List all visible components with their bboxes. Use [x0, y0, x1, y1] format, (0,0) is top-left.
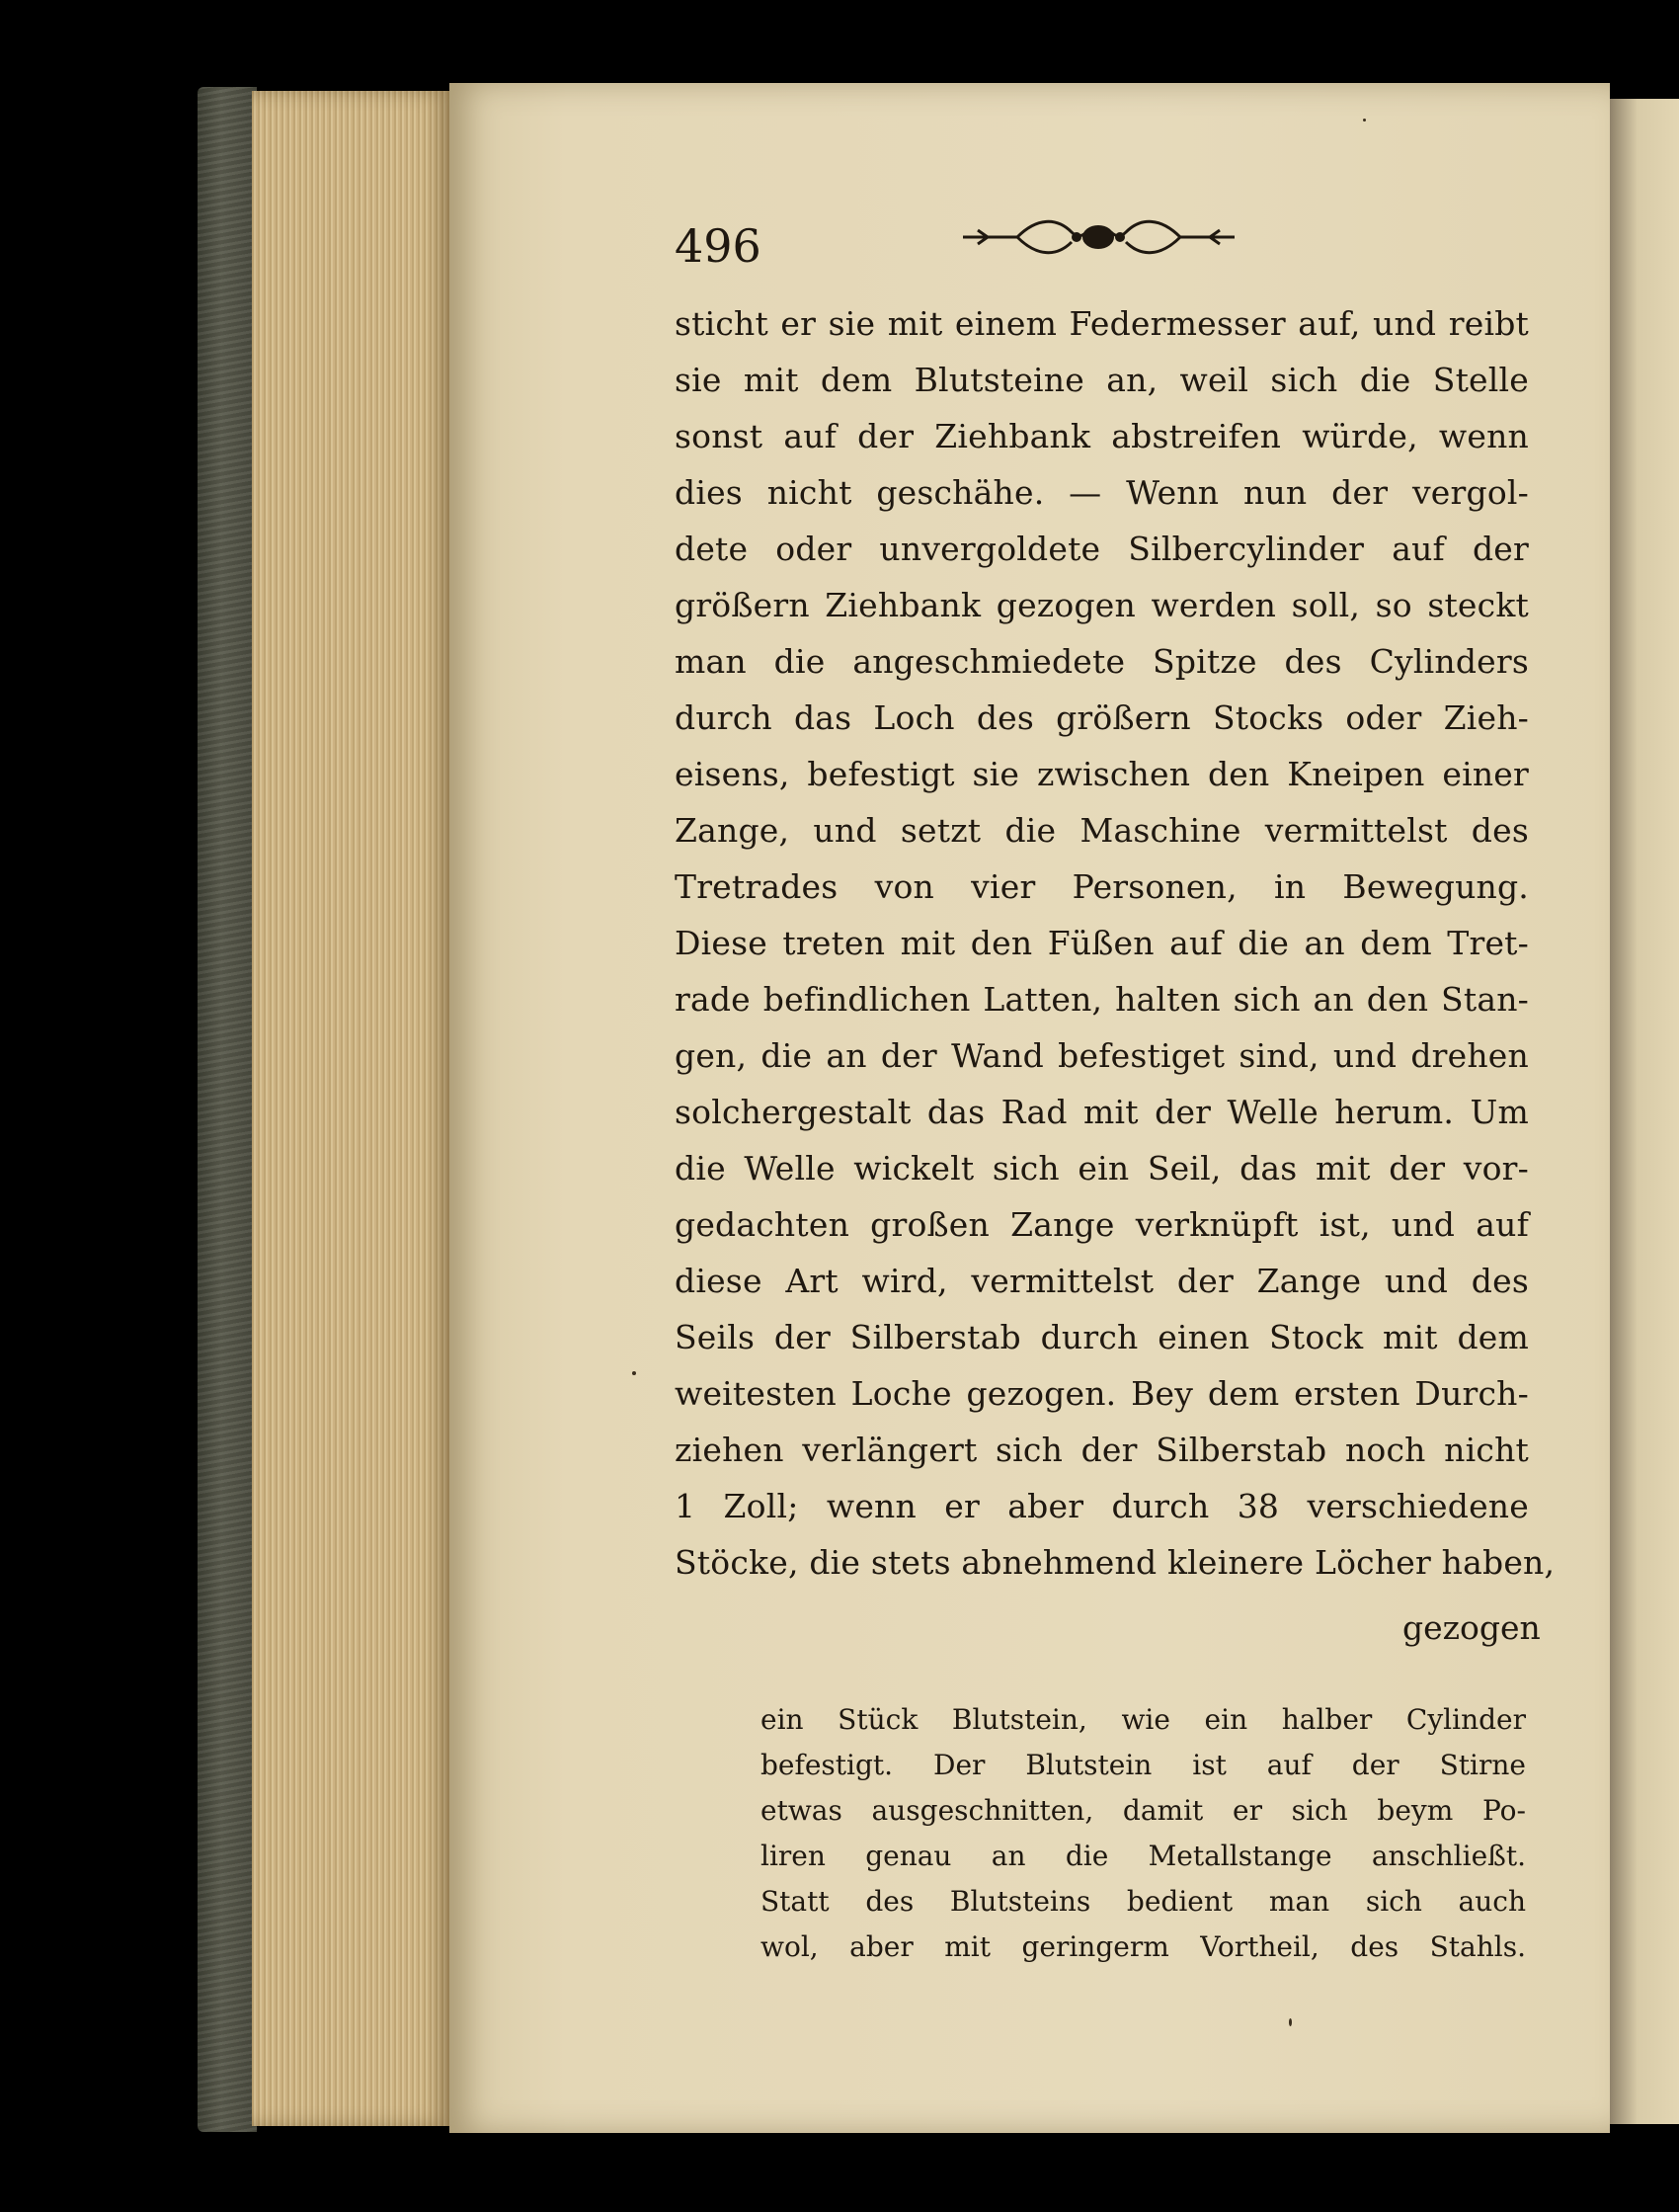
footnote-line: liren genau an die Metallstange anschließt.: [760, 1840, 1526, 1872]
text-line: weitesten Loche gezogen. Bey dem ersten Durch-: [675, 1374, 1529, 1413]
footnote-line: etwas ausgeschnitten, damit er sich beym Po-: [760, 1794, 1526, 1827]
page-number: 496: [675, 219, 761, 273]
text-line: rade befindlichen Latten, halten sich an den Stan-: [675, 980, 1529, 1019]
facing-page-edge: [1610, 99, 1679, 2124]
text-line: eisens, befestigt sie zwischen den Kneipen einer: [675, 755, 1529, 793]
text-line: solchergestalt das Rad mit der Welle herum. Um: [675, 1093, 1529, 1131]
text-line: man die angeschmiedete Spitze des Cylinders: [675, 642, 1529, 681]
text-line: durch das Loch des größern Stocks oder Zieh-: [675, 698, 1529, 737]
text-line: dete oder unvergoldete Silbercylinder auf der: [675, 530, 1529, 568]
text-line: ziehen verlängert sich der Silberstab noch nicht: [675, 1431, 1529, 1469]
text-line: 1 Zoll; wenn er aber durch 38 verschiedene: [675, 1487, 1529, 1525]
text-line: Tretrades von vier Personen, in Bewegung.: [675, 867, 1529, 906]
paper-speck: [1363, 119, 1366, 122]
footnote-line: wol, aber mit geringerm Vortheil, des Stahls.: [760, 1930, 1526, 1963]
footnote-line: Statt des Blutsteins bedient man sich auch: [760, 1885, 1526, 1918]
text-line: die Welle wickelt sich ein Seil, das mit der vor-: [675, 1149, 1529, 1188]
text-line: sie mit dem Blutsteine an, weil sich die Stelle: [675, 361, 1529, 399]
footnote-line: befestigt. Der Blutstein ist auf der Stirne: [760, 1749, 1526, 1781]
text-line: gen, die an der Wand befestiget sind, und drehen: [675, 1036, 1529, 1075]
text-line: gedachten großen Zange verknüpft ist, und auf: [675, 1205, 1529, 1244]
book-cover-edge: [198, 87, 257, 2132]
ornament-icon: [958, 212, 1239, 262]
paper-speck: [632, 1371, 636, 1375]
page-edges: [252, 91, 449, 2126]
text-line: Seils der Silberstab durch einen Stock mit dem: [675, 1318, 1529, 1356]
text-line: größern Ziehbank gezogen werden soll, so steckt: [675, 586, 1529, 624]
text-line: dies nicht geschähe. — Wenn nun der vergol-: [675, 473, 1529, 512]
text-line: sonst auf der Ziehbank abstreifen würde, wenn: [675, 417, 1529, 455]
footnote-line: ein Stück Blutstein, wie ein halber Cylinder: [760, 1703, 1526, 1736]
text-line: sticht er sie mit einem Federmesser auf, und reibt: [675, 304, 1529, 343]
text-line: Zange, und setzt die Maschine vermittelst des: [675, 811, 1529, 850]
text-line: diese Art wird, vermittelst der Zange und des: [675, 1262, 1529, 1300]
catchword: gezogen: [1402, 1608, 1541, 1647]
paper-speck: [1289, 2018, 1292, 2026]
text-line: Stöcke, die stets abnehmend kleinere Löcher haben,: [675, 1543, 1556, 1582]
text-line: Diese treten mit den Füßen auf die an dem Tret-: [675, 924, 1529, 962]
